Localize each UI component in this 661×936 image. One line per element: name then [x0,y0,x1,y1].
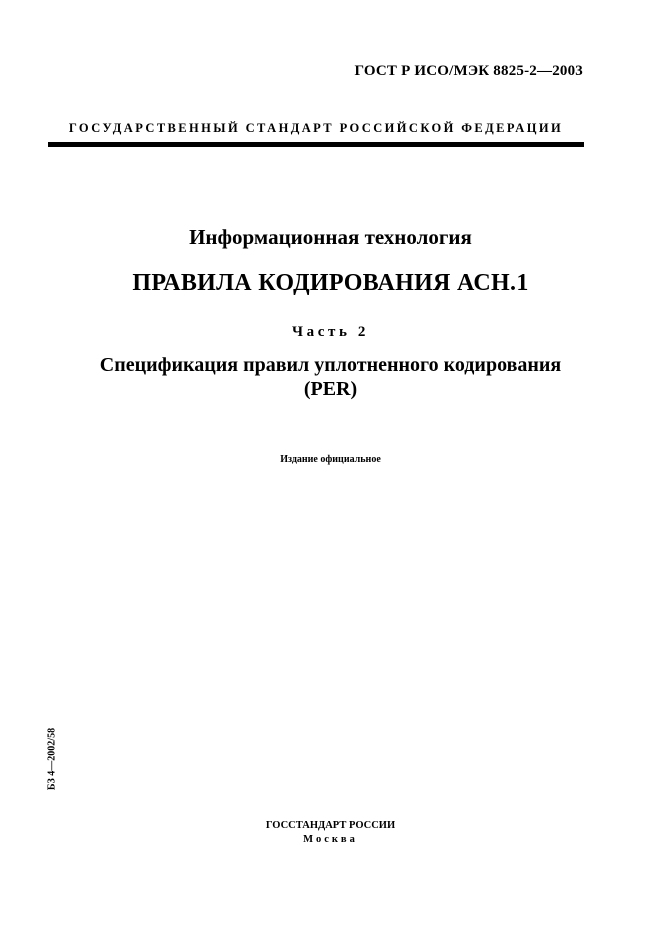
publisher: ГОССТАНДАРТ РОССИИ [265,820,396,831]
header-divider [48,142,584,147]
side-code [43,728,61,790]
document-subtitle [0,353,661,401]
subtitle-line-2: (PER) [303,378,358,400]
publication-city: Москва [303,834,358,845]
side-code-text: БЗ 4—2002/58 [46,727,58,791]
subject-heading: Информационная технология [189,225,472,249]
document-title: ПРАВИЛА КОДИРОВАНИЯ АСН.1 [132,270,529,296]
subtitle-line-1: Спецификация правил уплотненного кодирования [99,354,562,376]
part-label: Часть 2 [292,324,369,340]
standard-code: ГОСТ Р ИСО/МЭК 8825-2—2003 [354,63,583,79]
state-standard-banner: ГОСУДАРСТВЕННЫЙ СТАНДАРТ РОССИЙСКОЙ ФЕДЕРАЦИИ [68,121,564,135]
edition-note: Издание официальное [280,454,381,465]
